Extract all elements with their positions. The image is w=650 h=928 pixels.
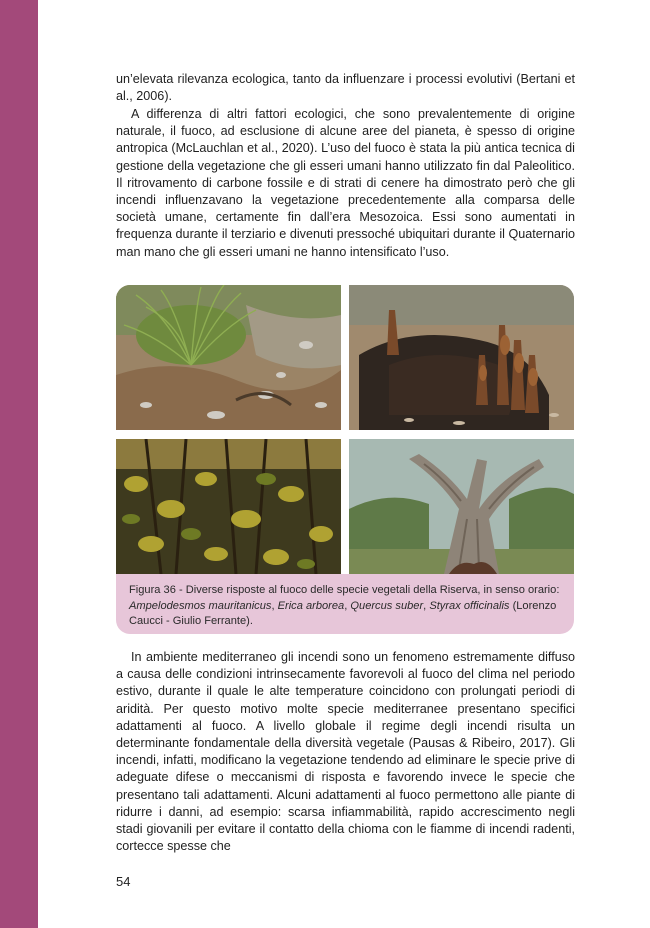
caption-suffix: (Lorenzo Caucci - Giulio Ferrante).: [129, 599, 557, 628]
caption-species-3: Quercus suber: [350, 599, 424, 612]
photo-styrax-officinalis: [116, 439, 341, 574]
caption-separator: ,: [271, 599, 278, 612]
figure-36: [116, 285, 574, 634]
page-side-strip: [0, 0, 38, 928]
caption-species-1: Ampelodesmos mauritanicus: [129, 599, 272, 612]
caption-separator: ,: [423, 599, 430, 612]
photo-quercus-suber: [349, 439, 574, 574]
paragraph-mediterranean-fires: In ambiente mediterraneo gli incendi sono un fenomeno estremamente diffuso a causa delle condizioni intrinsecamente favorevoli al fuoco del clima nel periodo estivo, durante il quale le alte temperature coincidono con prolungati periodi di aridità. Per questo motivo molte specie mediterranee presentano specifici adattamenti al fuoco. A livello globale il regime degli incendi risulta un determinante fondamentale della diversità vegetale (Pausas & Ribeiro, 2017). Gli incendi, infatti, modificano la vegetazione tendendo ad eliminare le specie prive di adeguate difese o meccanismi di risposta e favorendo invece le specie che presentano tali adattamenti. Alcuni adattamenti al fuoco permettono alle piante di ridurre i danni, ad esempio: scarsa infiammabilità, rapido accrescimento negli stadi giovanili per evitare il contatto della chioma con le fiamme di incendi radenti, cortecce spesse che: [116, 650, 575, 854]
photo-erica-arborea: [349, 285, 574, 430]
photo-ampelodesmos-mauritanicus: [116, 285, 341, 430]
caption-species-2: Erica arborea: [277, 599, 345, 612]
figure-caption: [116, 574, 574, 634]
caption-separator: ,: [344, 599, 351, 612]
page-number: 54: [116, 874, 131, 889]
paragraph-fire-origin: A differenza di altri fattori ecologici, che sono prevalentemente di origine naturale, il fuoco, ad esclusione di alcune aree del pianeta, è spesso di origine antropica (McLauchlan et al., 2020). L’uso del fuoco è stata la più antica tecnica di gestione della vegetazione che gli esseri umani hanno utilizzato fin dal Paleolitico. Il ritrovamento di carbone fossile e di strati di cenere ha dimostrato però che gli incendi influenzavano la vegetazione precedentemente alla comparsa delle società umane, certamente fin dall’era Mesozoica. Essi sono aumentati in frequenza durante il terziario e divenuti pressoché ubiquitari durante il Quaternario man mano che gli esseri umani ne hanno intensificato l’uso.: [116, 107, 575, 259]
paragraph-intro-continuation: un’elevata rilevanza ecologica, tanto da influenzare i processi evolutivi (Bertani et al., 2006).: [116, 72, 575, 104]
caption-species-4: Styrax officinalis: [429, 599, 510, 612]
caption-prefix: Figura 36 - Diverse risposte al fuoco delle specie vegetali della Riserva, in senso orario:: [129, 584, 560, 596]
